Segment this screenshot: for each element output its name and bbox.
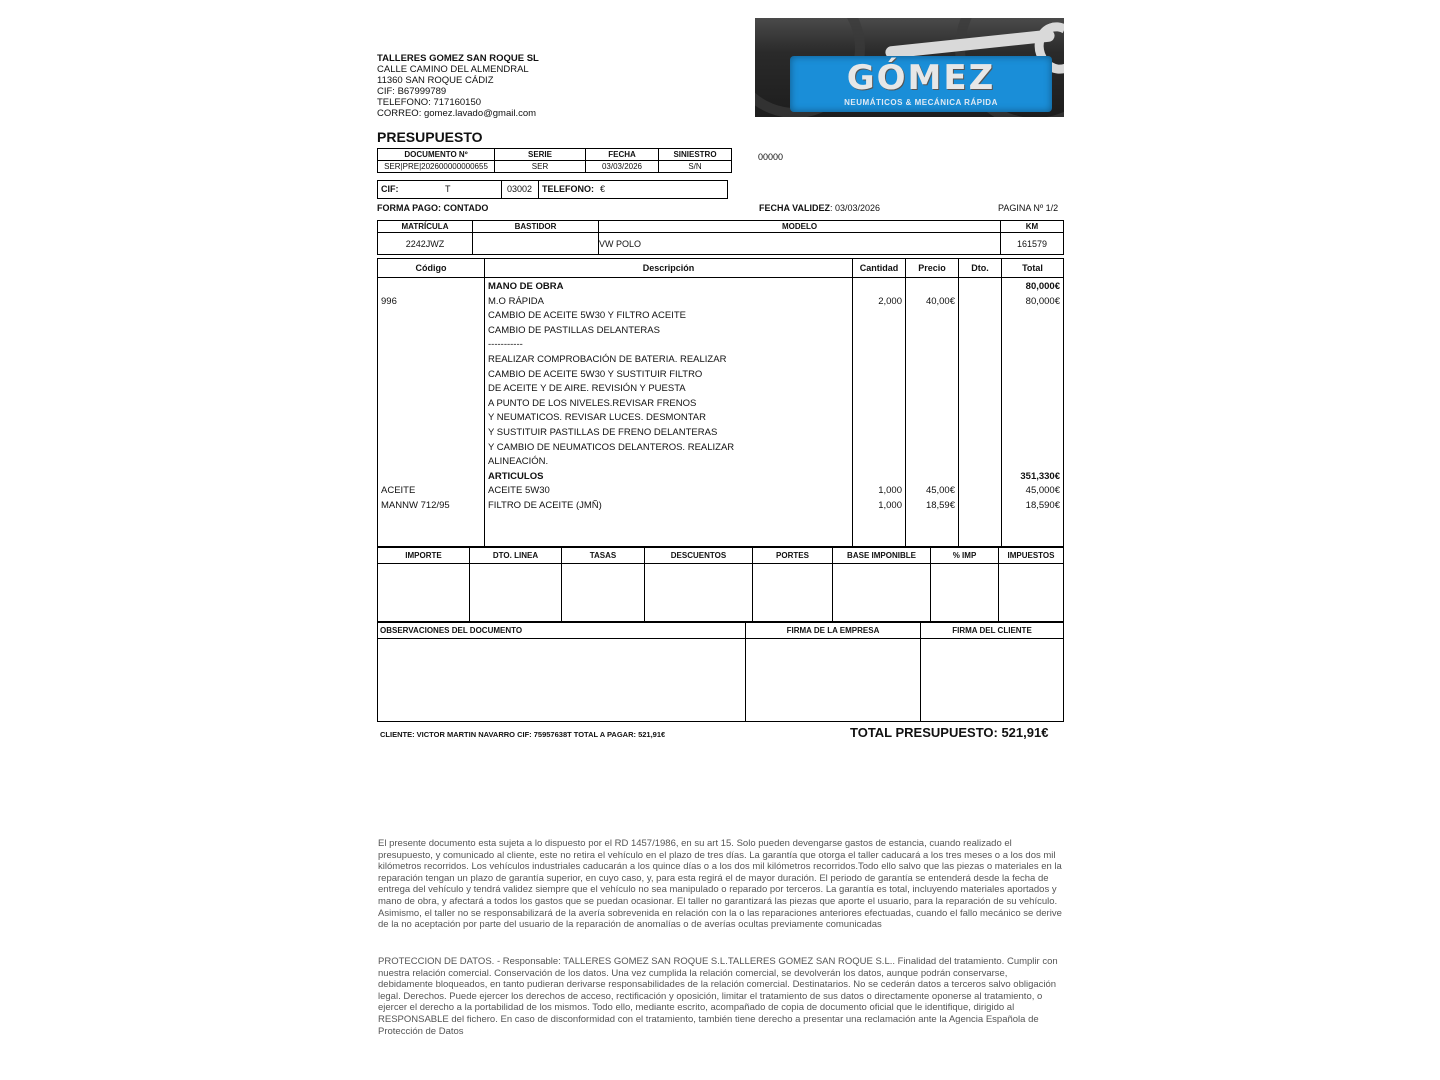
date-header: FECHA	[586, 149, 659, 161]
company-phone: TELEFONO: 717160150	[377, 97, 482, 108]
series-value: SER	[495, 161, 586, 173]
doc-number-value: SER|PRE|202600000000655	[378, 161, 495, 173]
item-price: 18,59€	[925, 500, 955, 511]
table-row	[378, 427, 1063, 441]
company-name: TALLERES GOMEZ SAN ROQUE SL	[377, 53, 539, 64]
document-info-table	[377, 148, 732, 173]
company-signature-header: FIRMA DE LA EMPRESA	[746, 623, 921, 639]
date-value: 03/03/2026	[586, 161, 659, 173]
logo-tagline: NEUMÁTICOS & MECÁNICA RÁPIDA	[844, 98, 998, 107]
table-row	[378, 369, 1063, 383]
table-row	[378, 456, 1063, 470]
company-logo	[755, 18, 1064, 117]
client-summary: CLIENTE: VICTOR MARTIN NAVARRO CIF: 75957638T TOTAL A PAGAR: 521,91€	[380, 730, 666, 739]
item-quantity: 1,000	[878, 500, 902, 511]
item-total: 351,330€	[1020, 470, 1060, 482]
taxes-table	[377, 547, 1064, 622]
line-items-table	[377, 258, 1064, 547]
item-code: ACEITE	[381, 485, 416, 497]
claim-header: SINIESTRO	[659, 149, 732, 161]
series-header: SERIE	[495, 149, 586, 161]
item-quantity: 2,000	[878, 295, 902, 307]
table-row	[378, 383, 1063, 397]
line-discount-header: DTO. LINEA	[470, 548, 562, 564]
discounts-cell	[645, 564, 753, 622]
page-number: PAGINA Nº 1/2	[998, 203, 1059, 213]
claim-value: S/N	[659, 161, 732, 173]
observations-area	[378, 639, 746, 722]
tax-percent-cell	[931, 564, 999, 622]
item-price: 40,00€	[925, 295, 955, 307]
table-row	[378, 296, 1063, 310]
plate-header: MATRÍCULA	[378, 221, 473, 233]
validity-value: : 03/03/2026	[830, 203, 881, 213]
postal-code: 03002	[507, 184, 533, 194]
validity-label: FECHA VALIDEZ	[759, 203, 830, 213]
shipping-header: PORTES	[753, 548, 833, 564]
table-row	[378, 339, 1063, 353]
item-code: MANNW 712/95	[381, 500, 450, 511]
item-total: 18,590€	[1025, 500, 1060, 511]
total-budget: TOTAL PRESUPUESTO: 521,91€	[850, 725, 1049, 740]
item-description: Y CAMBIO DE NEUMATICOS DELANTEROS. REALIZAR	[488, 441, 735, 453]
item-description: M.O RÁPIDA	[488, 295, 544, 307]
table-row	[378, 281, 1063, 295]
model-value: VW POLO	[599, 233, 1001, 255]
item-description: ALINEACIÓN.	[488, 456, 549, 468]
table-row	[378, 310, 1063, 324]
quantity-header: Cantidad	[859, 263, 899, 273]
legal-terms: El presente documento esta sujeta a lo dispuesto por el RD 1457/1986, en su art 15. Solo pueden devengarse gastos de estancia, cuando realizado el presupuesto, y comunicado al cliente, este no retira el vehículo en el plazo de tres días. La garantía que otorga el taller caducará a los tres meses o a los dos mil kilómetros recorridos. Los vehículos industriales caducarán a los quince días o a los dos mil kilómetros recorridos.Todo ello salvo que las piezas o materiales en la reparación tengan un plazo de garantía superior, en cuyo caso, y, para esta regirá el de mayor duración. El periodo de garantía se entenderá desde la fecha de entrega del vehículo y tendrá validez siempre que el vehículo no sea manipulado o reparado por terceros. La garantía es total, incluyendo materiales aportados y mano de obra, y afectará a todos los gastos que se puedan ocasionar. El taller no garantizará las piezas que aporte el usuario, para la reparación de su vehículo. Asimismo, el taller no se responsabilizará de la avería sobrevenida en relación con la o las reparaciones anteriores efectuadas, cuando el fallo mecánico se derive de la no aceptación por parte del usuario de la reparación de anomalías o de averías ocultas previamente comunicadas	[378, 838, 1062, 931]
tax-amount-header: IMPUESTOS	[999, 548, 1064, 564]
table-row	[378, 442, 1063, 456]
client-signature-area	[921, 639, 1064, 722]
item-total: 45,000€	[1025, 485, 1060, 497]
chassis-value	[473, 233, 599, 255]
amount-header: IMPORTE	[378, 548, 470, 564]
company-city: 11360 SAN ROQUE CÁDIZ	[377, 75, 494, 86]
fees-header: TASAS	[562, 548, 645, 564]
observations-table	[377, 622, 1064, 722]
company-cif: CIF: B67999789	[377, 86, 447, 97]
table-row	[378, 485, 1063, 499]
item-description: MANO DE OBRA	[488, 281, 564, 292]
document-title: PRESUPUESTO	[377, 129, 483, 145]
line-items-header	[378, 259, 1063, 278]
company-info	[377, 53, 539, 119]
validity-date	[759, 203, 880, 213]
item-total: 80,000€	[1025, 281, 1060, 292]
chassis-header: BASTIDOR	[473, 221, 599, 233]
company-email: CORREO: gomez.lavado@gmail.com	[377, 108, 537, 119]
table-row	[378, 500, 1063, 514]
cif-label: CIF:	[381, 184, 399, 194]
phone-value: €	[600, 184, 606, 194]
shipping-cell	[753, 564, 833, 622]
item-description: CAMBIO DE ACEITE 5W30 Y FILTRO ACEITE	[488, 310, 686, 322]
table-row	[378, 471, 1063, 485]
tax-percent-header: % IMP	[931, 548, 999, 564]
price-header: Precio	[918, 263, 946, 273]
km-value: 161579	[1001, 233, 1064, 255]
item-description: Y SUSTITUIR PASTILLAS DE FRENO DELANTERAS	[488, 427, 718, 438]
observations-header: OBSERVACIONES DEL DOCUMENTO	[378, 623, 746, 639]
company-signature-area	[746, 639, 921, 722]
side-number: 00000	[758, 152, 784, 162]
table-row	[378, 354, 1063, 368]
item-code: 996	[381, 295, 397, 307]
payment-method: FORMA PAGO: CONTADO	[377, 203, 489, 213]
table-row	[378, 398, 1063, 412]
tax-amount-cell	[999, 564, 1064, 622]
client-signature-header: FIRMA DEL CLIENTE	[921, 623, 1064, 639]
km-header: KM	[1001, 221, 1064, 233]
amount-cell	[378, 564, 470, 622]
cif-value: T	[445, 184, 451, 194]
code-header: Código	[415, 263, 447, 273]
vehicle-table	[377, 220, 1064, 255]
item-total: 80,000€	[1025, 295, 1060, 307]
item-description: A PUNTO DE LOS NIVELES.REVISAR FRENOS	[488, 397, 697, 409]
model-header: MODELO	[599, 221, 1001, 233]
logo-brand: GÓMEZ	[846, 58, 996, 98]
client-box	[377, 180, 728, 199]
item-quantity: 1,000	[878, 485, 902, 497]
plate-value: 2242JWZ	[378, 233, 473, 255]
total-header: Total	[1022, 263, 1043, 273]
phone-label: TELEFONO:	[542, 184, 594, 194]
fees-cell	[562, 564, 645, 622]
item-price: 45,00€	[925, 485, 955, 497]
item-description: CAMBIO DE PASTILLAS DELANTERAS	[488, 324, 660, 336]
company-address: CALLE CAMINO DEL ALMENDRAL	[377, 64, 529, 75]
table-row	[378, 412, 1063, 426]
discounts-header: DESCUENTOS	[645, 548, 753, 564]
item-description: DE ACEITE Y DE AIRE. REVISIÓN Y PUESTA	[488, 383, 686, 395]
description-header: Descripción	[642, 263, 695, 273]
discount-header: Dto.	[971, 263, 989, 273]
item-description: ACEITE 5W30	[488, 485, 550, 497]
item-description: -----------	[488, 339, 523, 351]
table-row	[378, 325, 1063, 339]
item-description: ARTICULOS	[488, 470, 544, 482]
item-description: Y NEUMATICOS. REVISAR LUCES. DESMONTAR	[488, 412, 707, 424]
item-description: CAMBIO DE ACEITE 5W30 Y SUSTITUIR FILTRO	[488, 368, 703, 380]
tax-base-cell	[833, 564, 931, 622]
tax-base-header: BASE IMPONIBLE	[833, 548, 931, 564]
doc-number-header: DOCUMENTO Nº	[378, 149, 495, 161]
item-description: REALIZAR COMPROBACIÓN DE BATERIA. REALIZAR	[488, 354, 727, 365]
data-protection: PROTECCION DE DATOS. - Responsable: TALLERES GOMEZ SAN ROQUE S.L.TALLERES GOMEZ SAN ROQUE S.L.. Finalidad del tratamiento. Cumplir con nuestra relación comercial. Conservación de los datos. Una vez cumplida la relación comercial, se devolverán los datos, aunque podrán conservarse, debidamente bloqueados, en tanto pudieran derivarse responsabilidades de la relación comercial. Destinatarios. No se cederán datos a terceros salvo obligación legal. Derechos. Puede ejercer los derechos de acceso, rectificación y oposición, limitar el tratamiento de sus datos o directamente oponerse al tratamiento, o ejercer el derecho a la portabilidad de los mismos. Todo ello, mediante escrito, acompañado de copia de documento oficial que le identifique, dirigido al RESPONSABLE del fichero. En caso de disconformidad con el tratamiento, también tiene derecho a presentar una reclamación ante la Agencia Española de Protección de Datos	[378, 956, 1058, 1037]
line-discount-cell	[470, 564, 562, 622]
item-description: FILTRO DE ACEITE (JMÑ)	[488, 500, 602, 511]
